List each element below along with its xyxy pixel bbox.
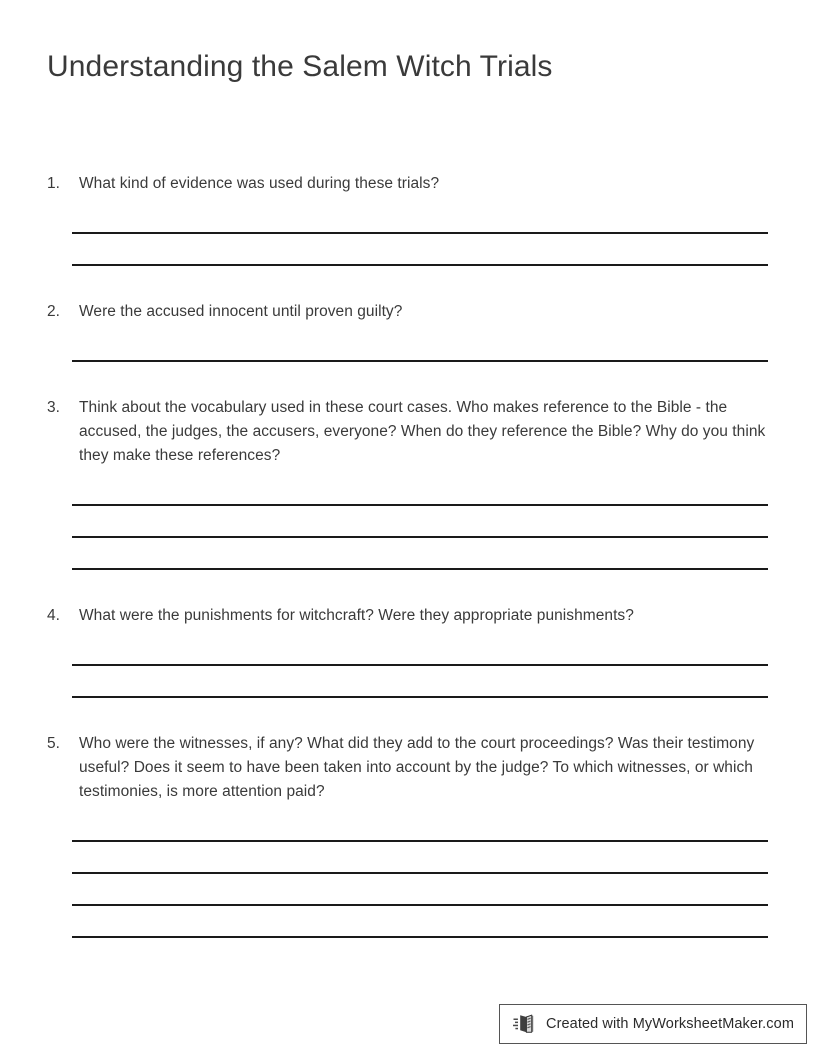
answer-line[interactable] (0, 482, 816, 514)
answer-lines (0, 338, 816, 370)
question-row (0, 396, 816, 468)
question-row (0, 172, 816, 196)
answer-line[interactable] (0, 210, 816, 242)
answer-line-rule (72, 536, 768, 538)
answer-lines (0, 818, 816, 946)
question-block (0, 732, 816, 946)
answer-line[interactable] (0, 514, 816, 546)
answer-line-rule (72, 904, 768, 906)
question-text: What kind of evidence was used during these trials? (79, 175, 440, 192)
answer-line-rule (72, 872, 768, 874)
question-text: Were the accused innocent until proven guilty? (79, 303, 403, 320)
block-spacer (0, 706, 816, 732)
block-spacer (0, 274, 816, 300)
created-with-badge-label: Created with MyWorksheetMaker.com (546, 1016, 795, 1032)
answer-line[interactable] (0, 242, 816, 274)
question-text: Who were the witnesses, if any? What did they add to the court proceedings? Was their testimony useful? Does it seem to have been taken into account by the judge? To which witnesses, or which testimonies, is more attention paid? (79, 735, 755, 800)
page-title: Understanding the Salem Witch Trials (47, 50, 553, 83)
question-row (0, 300, 816, 324)
answer-line[interactable] (0, 642, 816, 674)
question-number: 3. (47, 399, 60, 416)
question-block (0, 172, 816, 274)
answer-line-rule (72, 840, 768, 842)
answer-line-rule (72, 232, 768, 234)
question-number: 5. (47, 735, 60, 752)
block-spacer (0, 578, 816, 604)
answer-line-rule (72, 504, 768, 506)
question-block (0, 396, 816, 578)
answer-line[interactable] (0, 674, 816, 706)
answer-line[interactable] (0, 850, 816, 882)
answer-line[interactable] (0, 818, 816, 850)
question-block (0, 300, 816, 370)
answer-line[interactable] (0, 914, 816, 946)
answer-line-rule (72, 360, 768, 362)
question-row (0, 604, 816, 628)
answer-lines (0, 210, 816, 274)
answer-line-rule (72, 264, 768, 266)
question-number: 2. (47, 303, 60, 320)
question-text: Think about the vocabulary used in these court cases. Who makes reference to the Bible - the accused, the judges, the accusers, everyone? When do they reference the Bible? Why do you think they make these references? (79, 399, 766, 464)
block-spacer (0, 370, 816, 396)
answer-line-rule (72, 568, 768, 570)
question-number: 4. (47, 607, 60, 624)
answer-line-rule (72, 696, 768, 698)
question-row (0, 732, 816, 804)
answer-line[interactable] (0, 882, 816, 914)
question-number: 1. (47, 175, 60, 192)
answer-line[interactable] (0, 338, 816, 370)
answer-line-rule (72, 936, 768, 938)
question-text: What were the punishments for witchcraft? Were they appropriate punishments? (79, 607, 634, 624)
answer-line[interactable] (0, 546, 816, 578)
question-block (0, 604, 816, 706)
question-list (0, 172, 816, 946)
answer-lines (0, 482, 816, 578)
created-with-badge[interactable] (499, 1004, 807, 1044)
answer-line-rule (72, 664, 768, 666)
worksheet-maker-logo-icon (513, 1012, 537, 1036)
answer-lines (0, 642, 816, 706)
